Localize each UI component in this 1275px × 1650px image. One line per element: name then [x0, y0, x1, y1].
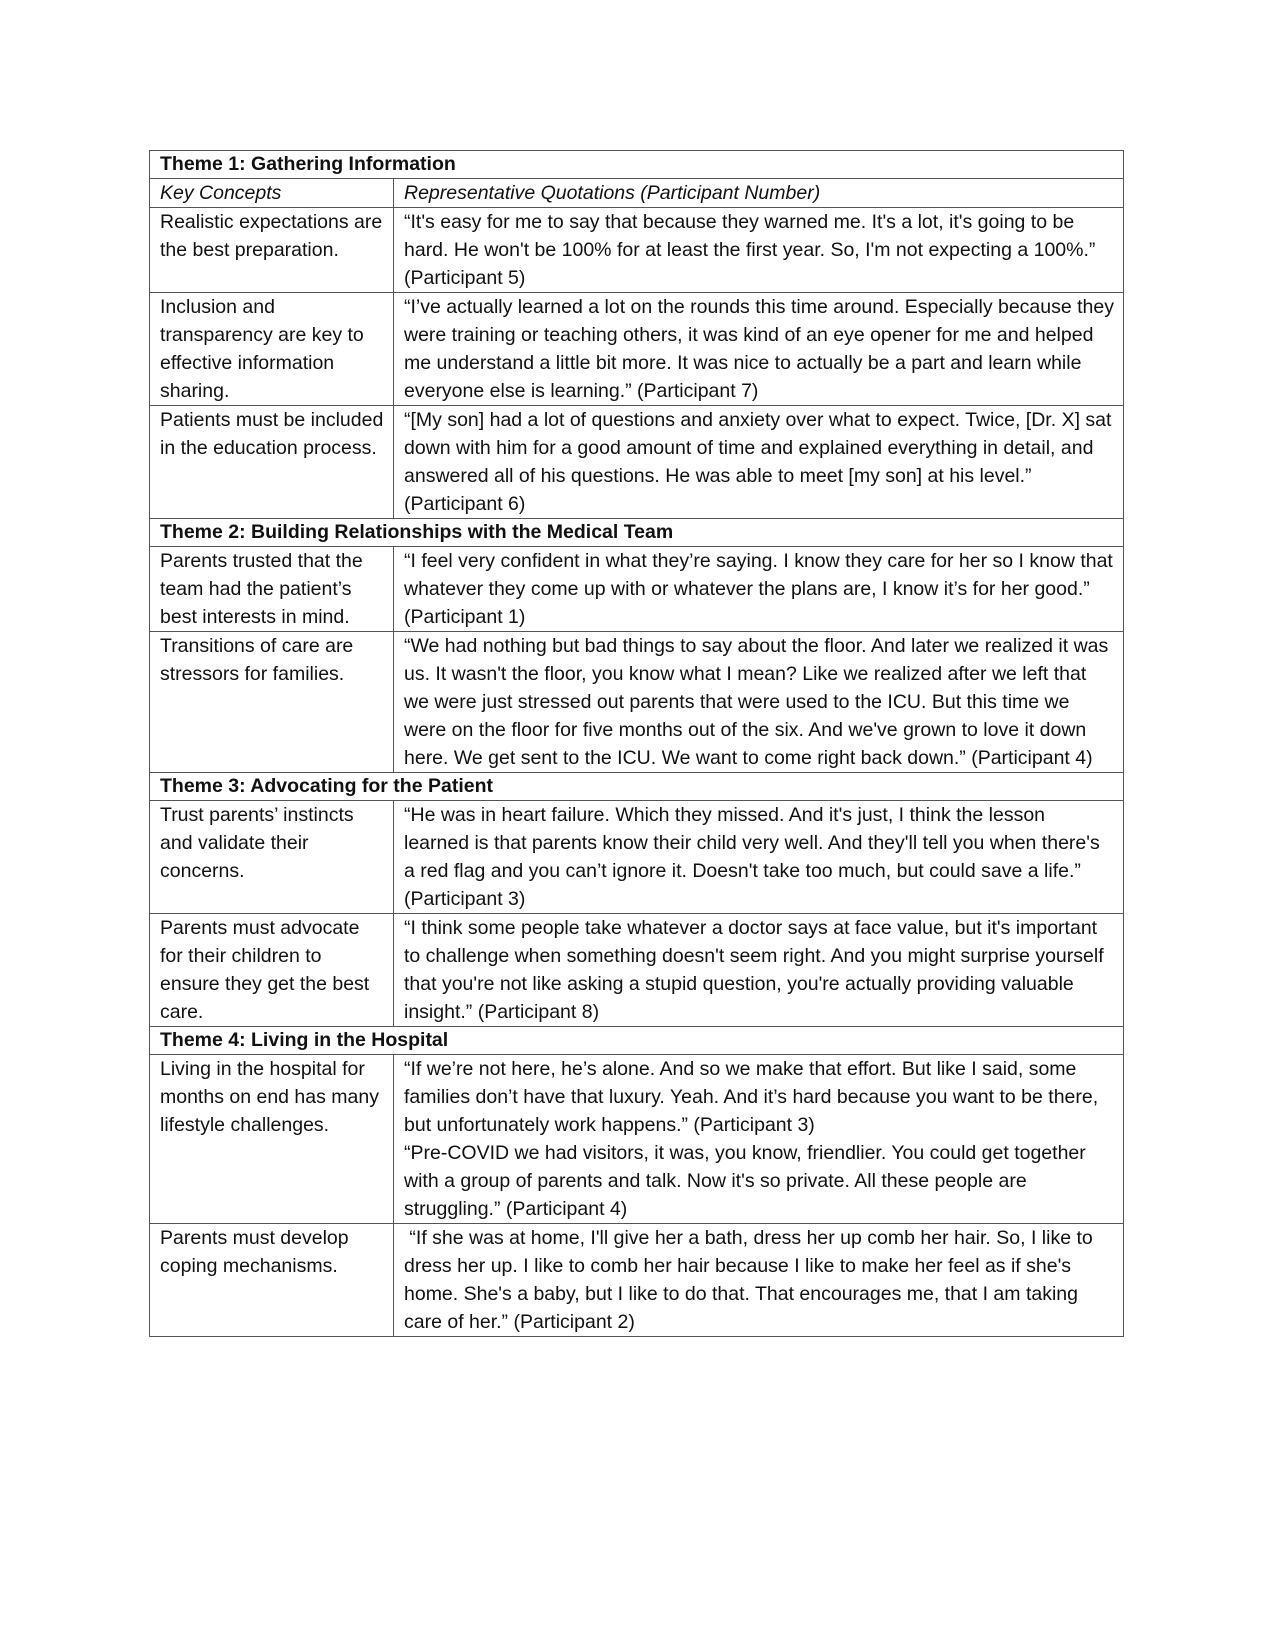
quotation-text: “If we’re not here, he’s alone. And so we make that effort. But like I said, some families don’t have that luxury. Yeah. And it’s hard because you want to be there, but unfortunately work happens.” (Participant 3): [404, 1058, 1099, 1136]
key-concept-cell: Inclusion and transparency are key to effective information sharing.: [150, 293, 394, 406]
table-row: [150, 1224, 1124, 1337]
quotation-text: “I feel very confident in what they’re saying. I know they care for her so I know that whatever they come up with or whatever the plans are, I know it’s for her good.” (Participant 1): [404, 550, 1113, 628]
theme-title: Theme 3: Advocating for the Patient: [150, 773, 1124, 801]
quotation-cell: [394, 632, 1124, 773]
key-concept-cell: Trust parents’ instincts and validate their concerns.: [150, 801, 394, 914]
quotation-text: “Pre-COVID we had visitors, it was, you know, friendlier. You could get together with a group of parents and talk. Now it's so private. All these people are struggling.” (Participant 4): [404, 1142, 1086, 1220]
key-concept-cell: Realistic expectations are the best preparation.: [150, 208, 394, 293]
column-header-row: [150, 179, 1124, 208]
theme-row: [150, 1027, 1124, 1055]
quotation-cell: [394, 1224, 1124, 1337]
quotation-text: “He was in heart failure. Which they missed. And it's just, I think the lesson learned is that parents know their child very well. And they'll tell you when there's a red flag and you can’t ignore it. Doesn't take too much, but could save a life.” (Participant 3): [404, 804, 1100, 910]
quotation-cell: [394, 406, 1124, 519]
table-row: [150, 632, 1124, 773]
table-row: [150, 208, 1124, 293]
theme-row: [150, 519, 1124, 547]
themes-table-body: [150, 151, 1124, 1337]
quotation-text: “We had nothing but bad things to say about the floor. And later we realized it was us. It wasn't the floor, you know what I mean? Like we realized after we left that we were just stressed out parents that were used to the ICU. But this time we were on the floor for five months out of the six. And we've grown to love it down here. We get sent to the ICU. We want to come right back down.” (Participant 4): [404, 635, 1109, 769]
quotation-cell: [394, 914, 1124, 1027]
table-row: [150, 1055, 1124, 1224]
quotation-text: “I’ve actually learned a lot on the rounds this time around. Especially because they were training or teaching others, it was kind of an eye opener for me and helped me understand a little bit more. It was nice to actually be a part and learn while everyone else is learning.” (Participant 7): [404, 296, 1114, 402]
quotation-text: “It's easy for me to say that because they warned me. It's a lot, it's going to be hard. He won't be 100% for at least the first year. So, I'm not expecting a 100%.” (Participant 5): [404, 211, 1096, 289]
table-row: [150, 406, 1124, 519]
themes-table: [149, 150, 1124, 1337]
key-concept-cell: Patients must be included in the education process.: [150, 406, 394, 519]
quotation-text: “If she was at home, I'll give her a bath, dress her up comb her hair. So, I like to dress her up. I like to comb her hair because I like to make her feel as if she's home. She's a baby, but I like to do that. That encourages me, that I am taking care of her.” (Participant 2): [404, 1227, 1093, 1333]
key-concept-cell: Parents trusted that the team had the patient’s best interests in mind.: [150, 547, 394, 632]
table-row: [150, 547, 1124, 632]
theme-title: Theme 2: Building Relationships with the Medical Team: [150, 519, 1124, 547]
key-concept-cell: Living in the hospital for months on end has many lifestyle challenges.: [150, 1055, 394, 1224]
table-row: [150, 293, 1124, 406]
key-concepts-header: Key Concepts: [150, 179, 394, 208]
theme-row: [150, 151, 1124, 179]
quotation-cell: [394, 293, 1124, 406]
key-concept-cell: Parents must develop coping mechanisms.: [150, 1224, 394, 1337]
quotation-text: “[My son] had a lot of questions and anxiety over what to expect. Twice, [Dr. X] sat down with him for a good amount of time and explained everything in detail, and answered all of his questions. He was able to meet [my son] at his level.” (Participant 6): [404, 409, 1112, 515]
quotation-text: “I think some people take whatever a doctor says at face value, but it's important to challenge when something doesn't seem right. And you might surprise yourself that you're not like asking a stupid question, you're actually providing valuable insight.” (Participant 8): [404, 917, 1104, 1023]
key-concept-cell: Transitions of care are stressors for families.: [150, 632, 394, 773]
table-row: [150, 914, 1124, 1027]
key-concept-cell: Parents must advocate for their children to ensure they get the best care.: [150, 914, 394, 1027]
theme-row: [150, 773, 1124, 801]
theme-title: Theme 4: Living in the Hospital: [150, 1027, 1124, 1055]
quotation-cell: [394, 801, 1124, 914]
quotation-cell: [394, 1055, 1124, 1224]
theme-title: Theme 1: Gathering Information: [150, 151, 1124, 179]
quotations-header: Representative Quotations (Participant Number): [394, 179, 1124, 208]
table-row: [150, 801, 1124, 914]
quotation-cell: [394, 208, 1124, 293]
quotation-cell: [394, 547, 1124, 632]
